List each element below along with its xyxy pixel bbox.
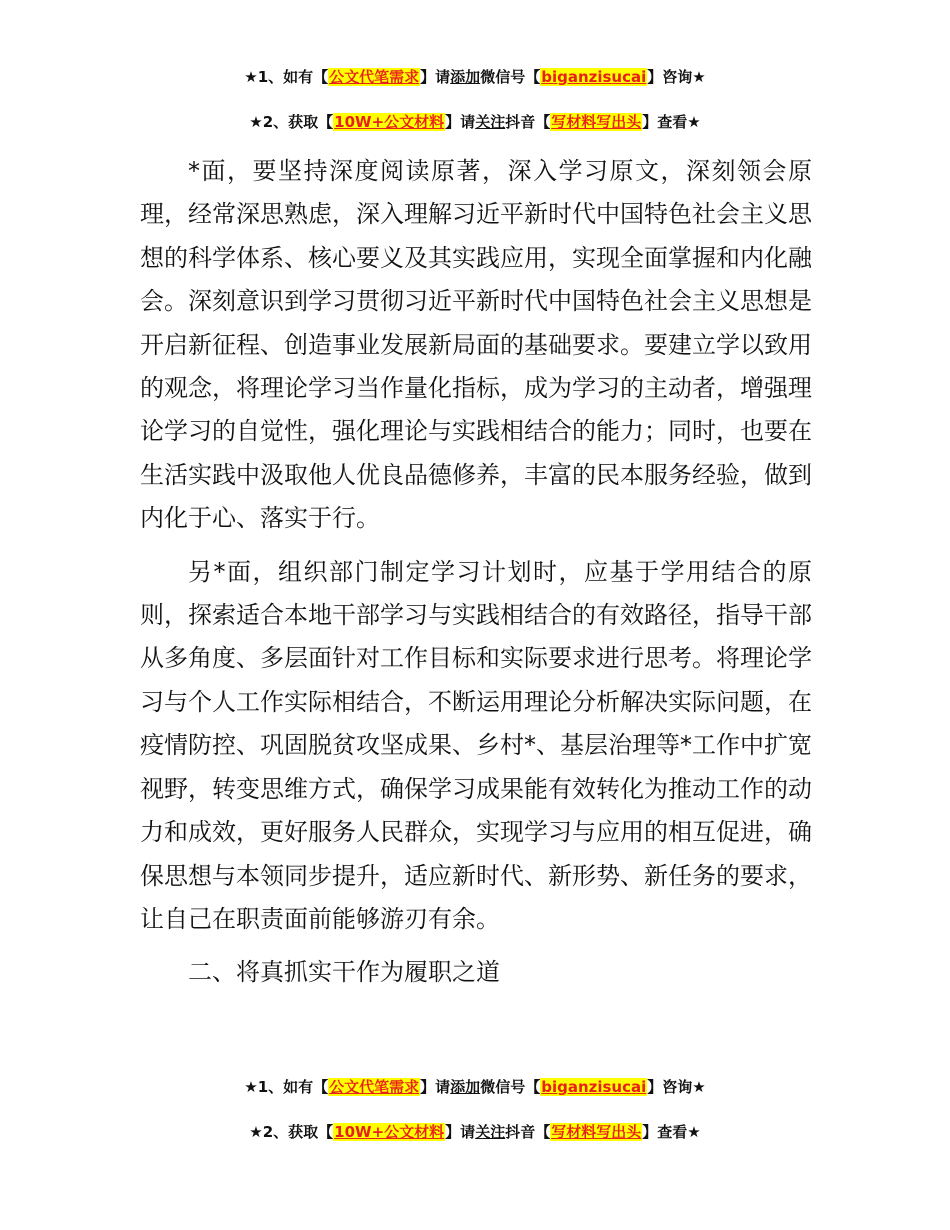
banner-underline: 关注 <box>475 113 506 131</box>
banner-text: 】查看 <box>642 113 688 131</box>
body-paragraph: 另*面，组织部门制定学习计划时，应基于学用结合的原则，探索适合本地干部学习与实践相结合的有效路径，指导干部从多角度、多层面针对工作目标和实际要求进行思考。将理论学习与个人工作实际相结合，不断运用理论分析解决实际问题，在疫情防控、巩固脱贫攻坚成果、乡村*、基层治理等*工作中扩宽视野，转变思维方式，确保学习成果能有效转化为推动工作的动力和成效，更好服务人民群众，实现学习与应用的相互促进，确保思想与本领同步提升，适应新时代、新形势、新任务的要求，让自己在职责面前能够游刃有余。 <box>140 557 812 933</box>
star-icon: ★ <box>249 1123 263 1141</box>
document-body <box>140 150 812 995</box>
top-banner <box>0 65 950 134</box>
banner-line-2 <box>0 1120 950 1144</box>
banner-highlight: 写材料写出头 <box>551 113 642 131</box>
banner-highlight: 公文代笔需求 <box>329 68 420 86</box>
banner-text: 抖音【 <box>505 1123 551 1141</box>
banner-text: 】请 <box>420 1078 451 1096</box>
banner-highlight: 公文代笔需求 <box>329 1078 420 1096</box>
banner-text: 微信号【 <box>480 68 541 86</box>
section-heading: 二、将真抓实干作为履职之道 <box>188 958 500 987</box>
banner-underline: 添加 <box>450 1078 481 1096</box>
banner-highlight: biganzisucai <box>541 68 647 86</box>
banner-highlight: 10W+公文材料 <box>334 1123 445 1141</box>
banner-line-2 <box>0 110 950 134</box>
star-icon: ★ <box>687 1123 701 1141</box>
banner-text: 】查看 <box>642 1123 688 1141</box>
banner-highlight: 写材料写出头 <box>551 1123 642 1141</box>
bottom-banner <box>0 1075 950 1144</box>
banner-text: 1、如有【 <box>257 1078 329 1096</box>
banner-text: 微信号【 <box>480 1078 541 1096</box>
banner-text: 2、获取【 <box>262 1123 334 1141</box>
banner-highlight: biganzisucai <box>541 1078 647 1096</box>
banner-text: 】咨询 <box>647 1078 693 1096</box>
banner-text: 1、如有【 <box>257 68 329 86</box>
banner-text: 】请 <box>445 113 476 131</box>
banner-text: 】请 <box>445 1123 476 1141</box>
banner-line-1 <box>0 1075 950 1099</box>
banner-text: 】咨询 <box>647 68 693 86</box>
banner-underline: 添加 <box>450 68 481 86</box>
star-icon: ★ <box>249 113 263 131</box>
banner-line-1 <box>0 65 950 89</box>
star-icon: ★ <box>692 68 706 86</box>
banner-highlight: 10W+公文材料 <box>334 113 445 131</box>
banner-text: 抖音【 <box>505 113 551 131</box>
star-icon: ★ <box>244 1078 258 1096</box>
star-icon: ★ <box>244 68 258 86</box>
body-paragraph: *面，要坚持深度阅读原著，深入学习原文，深刻领会原理，经常深思熟虑，深入理解习近平新时代中国特色社会主义思想的科学体系、核心要义及其实践应用，实现全面掌握和内化融会。深刻意识到学习贯彻习近平新时代中国特色社会主义思想是开启新征程、创造事业发展新局面的基础要求。要建立学以致用的观念，将理论学习当作量化指标，成为学习的主动者，增强理论学习的自觉性，强化理论与实践相结合的能力；同时，也要在生活实践中汲取他人优良品德修养，丰富的民本服务经验，做到内化于心、落实于行。 <box>140 157 812 533</box>
banner-text: 2、获取【 <box>262 113 334 131</box>
banner-underline: 关注 <box>475 1123 506 1141</box>
star-icon: ★ <box>692 1078 706 1096</box>
star-icon: ★ <box>687 113 701 131</box>
banner-text: 】请 <box>420 68 451 86</box>
